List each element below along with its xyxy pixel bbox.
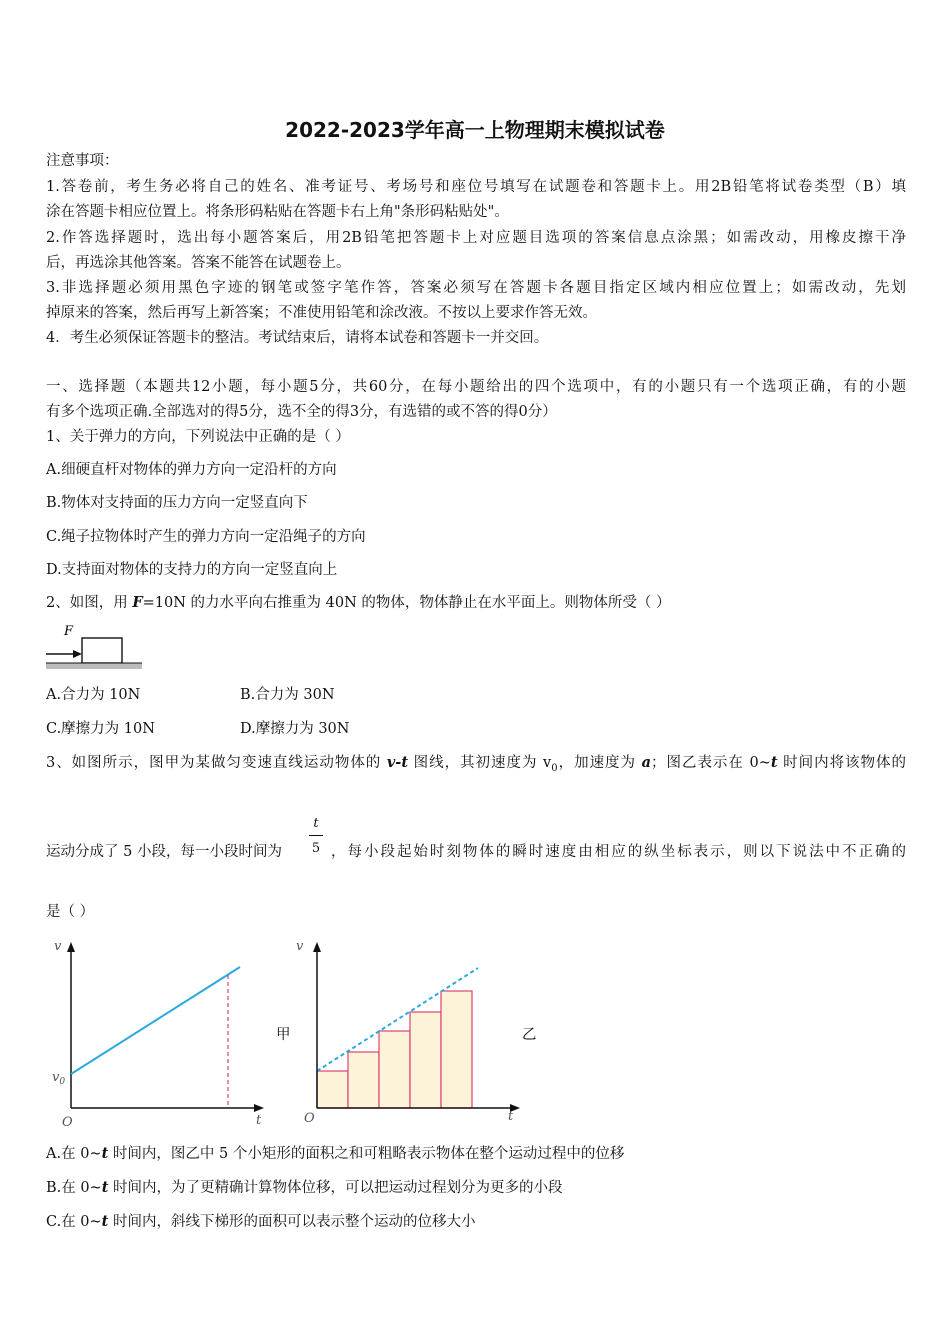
- q2-stem: [46, 594, 671, 612]
- yi-rect-1: [317, 1071, 348, 1108]
- q3-stem-part-2: 图线，其初速度为 v: [408, 755, 552, 771]
- q3-stem-part-1: 3、如图所示，图甲为某做匀变速直线运动物体的: [46, 755, 387, 771]
- q2-figure-block: [82, 638, 122, 663]
- q3-stem-vt: v-t: [386, 754, 409, 771]
- notice-item-4: 4．考生必须保证答题卡的整洁。考试结束后，请将本试卷和答题卡一并交回。: [46, 330, 549, 346]
- q3-option-a-part-2: 时间内，图乙中 5 个小矩形的面积之和可粗略表示物体在整个运动过程中的位移: [108, 1146, 625, 1162]
- jia-v0-label: [52, 1070, 65, 1087]
- label-jia: 甲: [276, 1027, 291, 1043]
- jia-t-axis-arrow: [254, 1104, 264, 1112]
- q3-stem-line-2b: ，每小段起始时刻物体的瞬时速度由相应的纵坐标表示，则以下说法中不正确的: [331, 844, 906, 860]
- q2-figure-ground: [46, 663, 142, 669]
- q1-option-b: B.物体对支持面的压力方向一定竖直向下: [46, 495, 308, 511]
- yi-rect-4: [410, 1012, 441, 1108]
- q3-option-b-part-2: 时间内，为了更精确计算物体位移，可以把运动过程划分为更多的小段: [108, 1180, 563, 1196]
- q3-graph-yi: [290, 934, 530, 1134]
- q3-option-c: [46, 1213, 475, 1231]
- yi-v-axis-arrow: [313, 942, 321, 952]
- q2-figure-push-block: [44, 620, 148, 672]
- jia-vt-line: [71, 967, 240, 1074]
- jia-t-label: t: [256, 1113, 262, 1128]
- q2-figure-arrow-head: [73, 650, 82, 658]
- notice-item-1-line-2: 涂在答题卡相应位置上。将条形码粘贴在答题卡右上角"条形码粘贴处"。: [46, 204, 509, 220]
- notice-heading: 注意事项：: [46, 153, 119, 169]
- q3-stem-line-1: [46, 754, 906, 778]
- q3-stem-v0-subscript: 0: [551, 762, 558, 774]
- jia-v-axis-arrow: [67, 942, 75, 952]
- yi-rect-2: [348, 1052, 379, 1108]
- q3-option-b-t: t: [101, 1179, 109, 1196]
- q2-stem-part-2: =10N 的力水平向右推重为 40N 的物体，物体静止在水平面上。则物体所受（ ）: [142, 595, 671, 611]
- label-yi: 乙: [522, 1027, 537, 1043]
- q3-stem-accel: a: [641, 754, 651, 771]
- q3-stem-t: t: [770, 754, 778, 771]
- q1-option-d: D.支持面对物体的支持力的方向一定竖直向上: [46, 562, 338, 578]
- notice-item-3-line-1: 3.非选择题必须用黑色字迹的钢笔或签字笔作答，答案必须写在答题卡各题目指定区域内相应位置上；如需改动，先划: [46, 280, 906, 296]
- q1-option-c: C.绳子拉物体时产生的弹力方向一定沿绳子的方向: [46, 529, 366, 545]
- q3-fraction-bar: [309, 835, 323, 836]
- q3-option-c-part-1: C.在 0~: [46, 1214, 102, 1230]
- page-title: 2022-2023学年高一上物理期末模拟试卷: [285, 118, 665, 142]
- q3-option-c-t: t: [101, 1213, 109, 1230]
- q1-option-a: A.细硬直杆对物体的弹力方向一定沿杆的方向: [46, 462, 337, 478]
- yi-origin-label: O: [304, 1111, 315, 1126]
- q3-option-c-part-2: 时间内，斜线下梯形的面积可以表示整个运动的位移大小: [108, 1214, 476, 1230]
- jia-v-label: v: [54, 939, 62, 954]
- notice-item-3-line-2: 掉原来的答案，然后再写上新答案；不准使用铅笔和涂改液。不按以上要求作答无效。: [46, 305, 597, 321]
- section-heading-line-2: 有多个选项正确.全部选对的得5分，选不全的得3分，有选错的或不答的得0分）: [46, 404, 557, 420]
- jia-v0-letter: v: [52, 1070, 60, 1085]
- yi-rect-5: [441, 991, 472, 1108]
- q2-option-c: C.摩擦力为 10N: [46, 721, 155, 737]
- q3-stem-line-2a: 运动分成了 5 小段，每一小段时间为: [46, 844, 282, 860]
- section-heading-line-1: 一、选择题（本题共12小题，每小题5分，共60分，在每小题给出的四个选项中，有的小题只有一个选项正确，有的小题: [46, 379, 906, 395]
- notice-item-2-line-1: 2.作答选择题时，选出每小题答案后，用2B铅笔把答题卡上对应题目选项的答案信息点涂黑；如需改动，用橡皮擦干净: [46, 230, 906, 246]
- q2-stem-part-1: 2、如图，用: [46, 595, 133, 611]
- q3-stem-part-5: 时间内将该物体的: [777, 755, 906, 771]
- q3-option-b-part-1: B.在 0~: [46, 1180, 102, 1196]
- q2-stem-force-symbol: F: [132, 594, 143, 611]
- jia-origin-label: O: [62, 1115, 73, 1130]
- q3-option-a-t: t: [101, 1145, 109, 1162]
- q3-graph-jia: [44, 934, 274, 1134]
- q3-fraction-denominator: 5: [311, 841, 321, 856]
- q3-option-a-part-1: A.在 0~: [46, 1146, 102, 1162]
- q2-option-b: B.合力为 30N: [240, 687, 335, 703]
- notice-item-2-line-2: 后，再选涂其他答案。答案不能答在试题卷上。: [46, 255, 351, 271]
- yi-rect-3: [379, 1031, 410, 1108]
- q3-option-b: [46, 1179, 563, 1197]
- q3-option-a: [46, 1145, 624, 1163]
- jia-v0-subscript: 0: [59, 1077, 66, 1087]
- yi-t-label: t: [508, 1109, 514, 1124]
- q3-fraction-numerator: t: [313, 816, 319, 831]
- q3-stem-part-3: ，加速度为: [557, 755, 642, 771]
- notice-item-1-line-1: 1.答卷前，考生务必将自己的姓名、准考证号、考场号和座位号填写在试题卷和答题卡上。用2B铅笔将试卷类型（B）填: [46, 179, 906, 195]
- q1-stem: 1、关于弹力的方向，下列说法中正确的是（ ）: [46, 429, 350, 445]
- q2-option-a: A.合力为 10N: [46, 687, 141, 703]
- q2-figure-force-label: F: [64, 624, 74, 639]
- q3-stem-part-4: ；图乙表示在 0~: [651, 755, 771, 771]
- yi-v-label: v: [296, 939, 304, 954]
- q2-option-d: D.摩擦力为 30N: [240, 721, 350, 737]
- q3-stem-line-3: 是（ ）: [46, 904, 95, 920]
